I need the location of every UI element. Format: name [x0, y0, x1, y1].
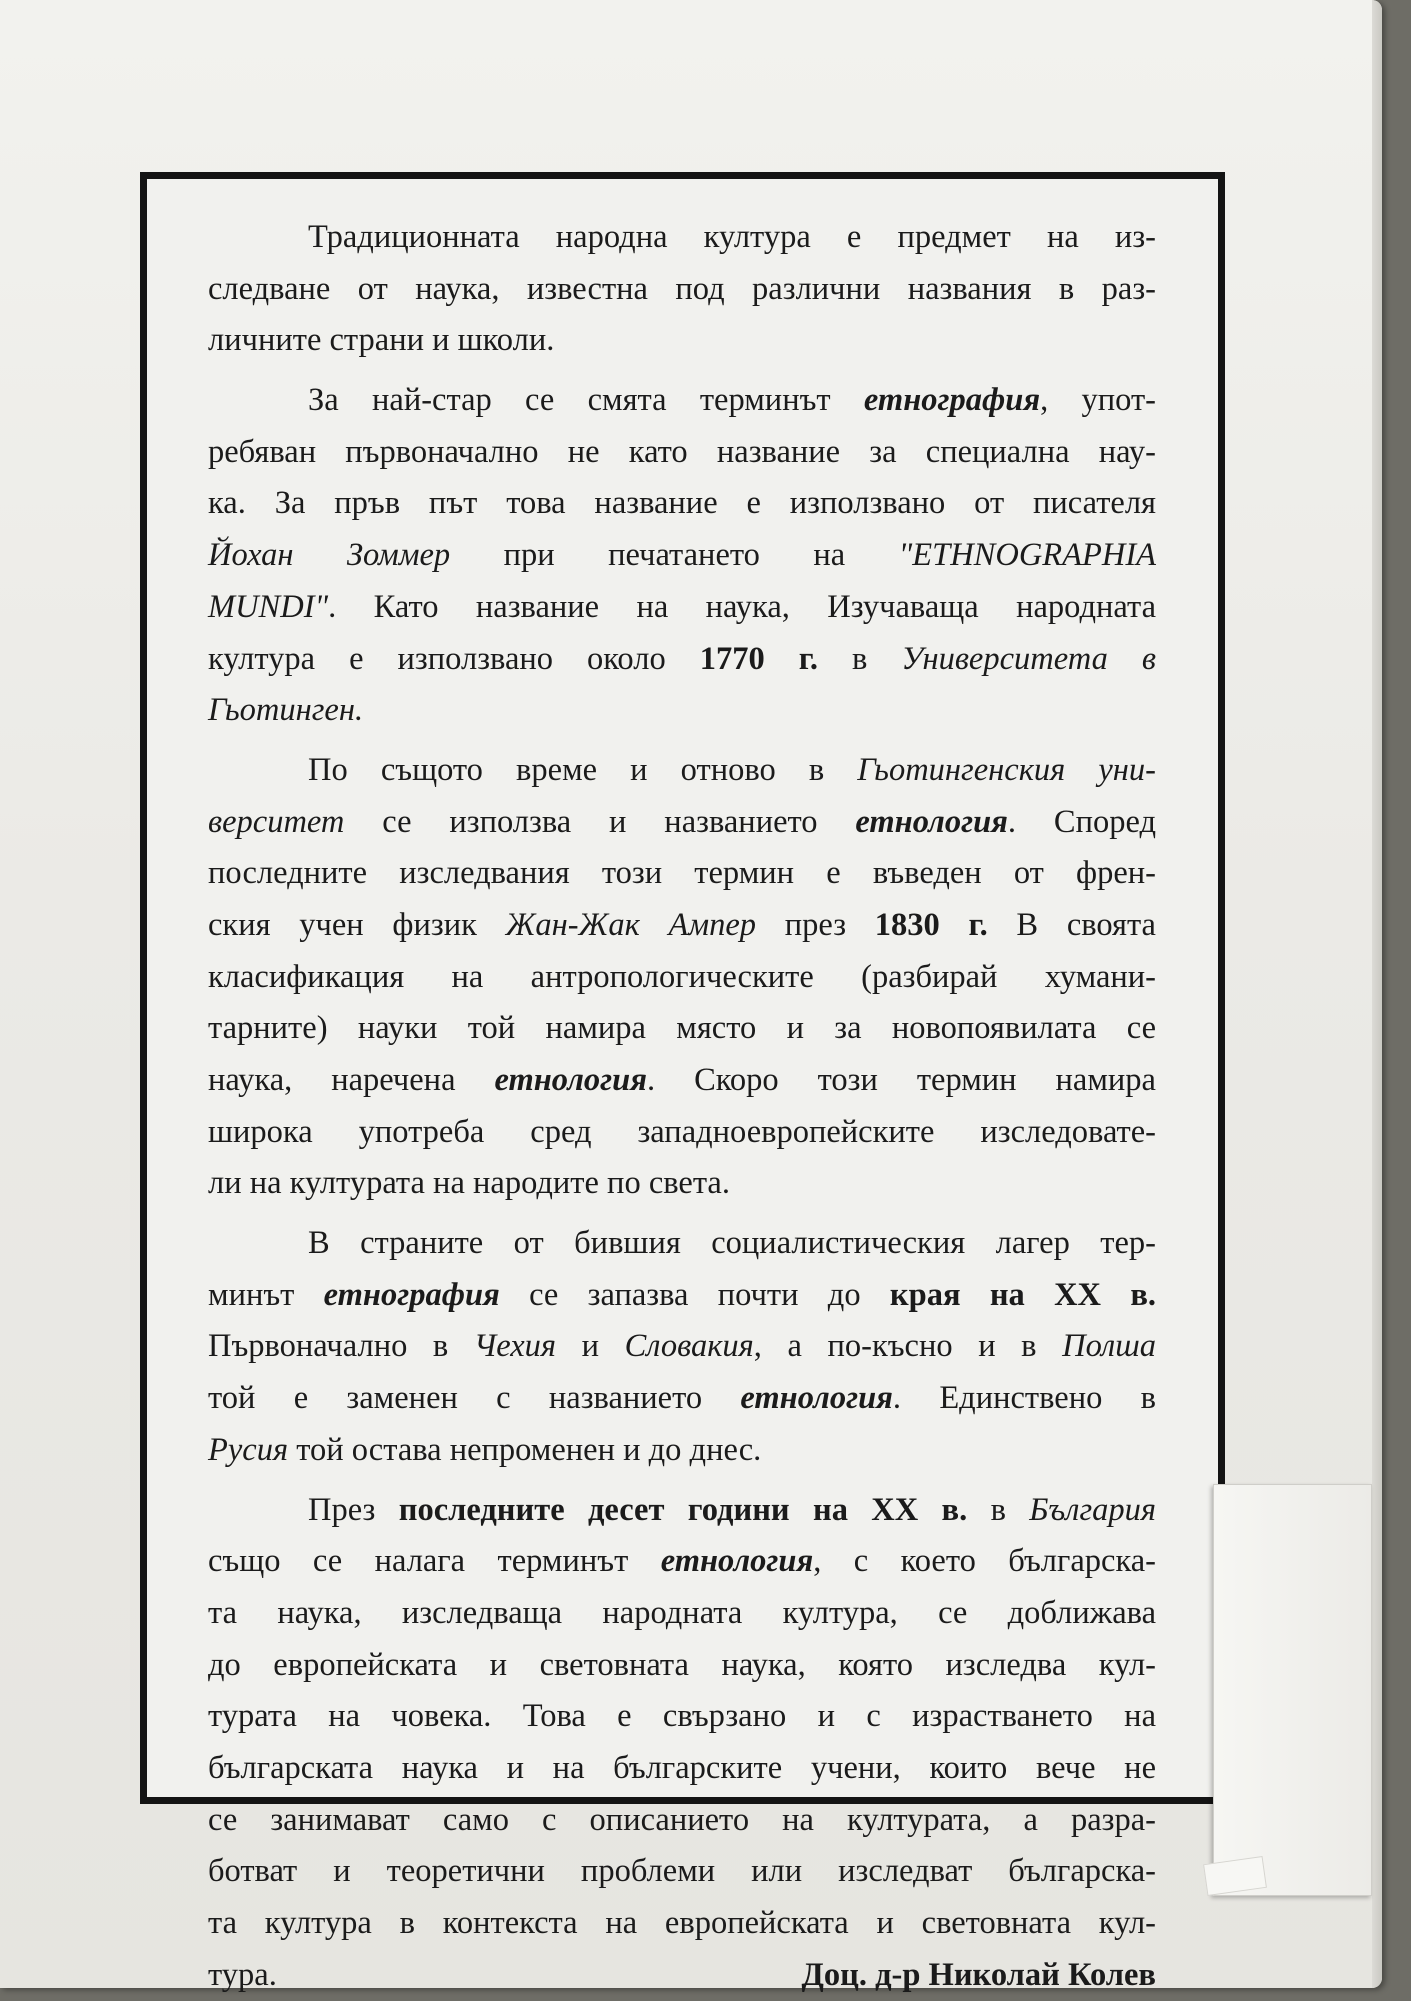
text-run: при печатането на: [450, 537, 899, 574]
annotation-text: [208, 212, 1156, 2001]
text-line: [208, 745, 1156, 797]
text-line: [208, 1321, 1156, 1373]
emphasis-run: последните десет години на XX в.: [398, 1491, 968, 1528]
text-run: ли на културата на народите по света.: [208, 1165, 730, 1202]
emphasis-run: Полша: [1062, 1328, 1156, 1365]
text-run: В своята: [987, 906, 1156, 943]
text-line: [208, 1218, 1156, 1270]
text-run: личните страни и школи.: [208, 322, 555, 359]
text-run: През: [308, 1491, 399, 1528]
text-run: , а по-късно и в: [753, 1328, 1063, 1365]
text-line: [208, 1640, 1156, 1692]
text-frame: [140, 172, 1225, 1993]
text-line: [208, 1795, 1156, 1847]
text-run: В страните от бившия социалистическия лагер тер-: [308, 1225, 1156, 1262]
text-run: ребяван първоначално не като название за специална нау-: [208, 433, 1156, 470]
text-line: [208, 1588, 1156, 1640]
text-run: ския учен физик: [208, 906, 506, 943]
emphasis-run: Русия: [208, 1431, 289, 1468]
text-run: той остава непроменен и до днес.: [288, 1431, 762, 1468]
text-line: [208, 1425, 1156, 1477]
cover-edge: [1372, 0, 1382, 1988]
text-run: турата на човека. Това е свързано и с израстването на: [208, 1698, 1156, 1735]
text-line: [208, 900, 1156, 952]
text-line: [208, 1898, 1156, 1950]
text-line: [208, 530, 1156, 582]
author-signature: Доц. д-р Николай Колев: [801, 1956, 1156, 1993]
emphasis-run: етнология: [855, 803, 1008, 840]
text-line: [208, 634, 1156, 686]
text-line: [208, 1107, 1156, 1159]
text-line: [208, 1270, 1156, 1322]
text-line: [208, 1536, 1156, 1588]
emphasis-run: Жан-Жак Ампер: [505, 906, 757, 943]
text-run: се занимават само с описанието на културата, а разра-: [208, 1801, 1156, 1838]
text-run: та наука, изследваща народната култура, се доближава: [208, 1594, 1156, 1631]
text-run: ка. За пръв път това название е използвано от писателя: [208, 485, 1156, 522]
text-run: . Като название на наука, Изучаваща народната: [328, 588, 1156, 625]
text-run: ботват и теоретични проблеми или изследват българска-: [208, 1853, 1156, 1890]
text-run: през: [756, 906, 875, 943]
text-run: той е заменен с названието: [208, 1380, 741, 1417]
emphasis-run: етнология: [494, 1062, 647, 1098]
text-line: [208, 1373, 1156, 1425]
emphasis-run: етнология: [660, 1543, 814, 1580]
text-run: та култура в контекста на европейската и световната кул-: [208, 1905, 1156, 1941]
emphasis-run: MUNDI": [208, 588, 329, 625]
text-line: [208, 315, 1156, 367]
text-run: наука, наречена: [208, 1062, 495, 1098]
text-line: [208, 797, 1156, 849]
closing-word: тура.: [208, 1956, 277, 1993]
text-run: . Според: [1007, 803, 1157, 840]
text-run: в: [967, 1491, 1030, 1528]
text-line: [208, 375, 1156, 427]
text-run: Първоначално в: [208, 1328, 474, 1365]
text-run: култура е използвано около: [208, 640, 700, 677]
text-run: Традиционната народна култура е предмет на из-: [308, 219, 1156, 255]
text-run: в: [818, 640, 902, 677]
emphasis-run: Чехия: [473, 1328, 557, 1365]
emphasis-run: края на XX в.: [889, 1276, 1156, 1313]
text-run: . Единствено в: [892, 1380, 1156, 1417]
text-run: следване от наука, известна под различни названия в раз-: [208, 270, 1156, 307]
text-line: [208, 1485, 1156, 1537]
text-run: , с което българска-: [813, 1543, 1156, 1580]
text-line: [208, 1158, 1156, 1210]
text-run: тарните) науки той намира място и за новопоявилата се: [208, 1010, 1156, 1047]
text-run: минът: [208, 1276, 324, 1313]
emphasis-run: етнография: [323, 1276, 500, 1313]
text-run: За най-стар се смята терминът: [308, 382, 864, 419]
text-line: [208, 1055, 1156, 1107]
emphasis-run: Университета в: [901, 640, 1156, 677]
emphasis-run: Гьотингенския уни-: [857, 751, 1156, 788]
emphasis-run: етнология: [740, 1380, 893, 1417]
text-run: до европейската и световната наука, която изследва кул-: [208, 1646, 1156, 1683]
text-line: [208, 952, 1156, 1004]
text-line: [208, 1743, 1156, 1795]
text-run: класификация на антропологическите (разбирай хумани-: [208, 958, 1156, 995]
closing-line: [208, 1950, 1156, 2001]
text-run: се използва и названието: [344, 803, 856, 840]
emphasis-run: 1830 г.: [874, 906, 988, 943]
emphasis-run: "ETHNOGRAPHIA: [898, 537, 1156, 574]
emphasis-run: Гьотинген.: [208, 692, 364, 729]
library-sticker: [1213, 1484, 1372, 1896]
text-line: [208, 264, 1156, 316]
text-run: последните изследвания този термин е въведен от френ-: [208, 855, 1156, 892]
text-line: [208, 478, 1156, 530]
text-line: [208, 427, 1156, 479]
text-run: също се налага терминът: [208, 1543, 661, 1580]
text-line: [208, 848, 1156, 900]
emphasis-run: 1770 г.: [699, 640, 818, 677]
emphasis-run: етнография: [863, 382, 1041, 419]
text-run: българската наука и на българските учени, които вече не: [208, 1749, 1156, 1786]
text-line: [208, 1691, 1156, 1743]
emphasis-run: верситет: [208, 803, 345, 840]
text-run: широка употреба сред западноевропейските изследовате-: [208, 1113, 1156, 1150]
emphasis-run: Йохан Зоммер: [208, 537, 451, 574]
text-run: По същото време и отново в: [308, 751, 858, 788]
text-run: . Скоро този термин намира: [646, 1062, 1156, 1098]
text-run: , упот-: [1040, 382, 1156, 419]
text-line: [208, 1846, 1156, 1898]
text-line: [208, 685, 1156, 737]
text-run: се запазва почти до: [499, 1276, 890, 1313]
text-line: [208, 212, 1156, 264]
emphasis-run: България: [1029, 1491, 1156, 1528]
text-run: и: [556, 1328, 625, 1365]
text-line: [208, 1003, 1156, 1055]
text-line: [208, 582, 1156, 634]
emphasis-run: Словакия: [624, 1328, 754, 1365]
